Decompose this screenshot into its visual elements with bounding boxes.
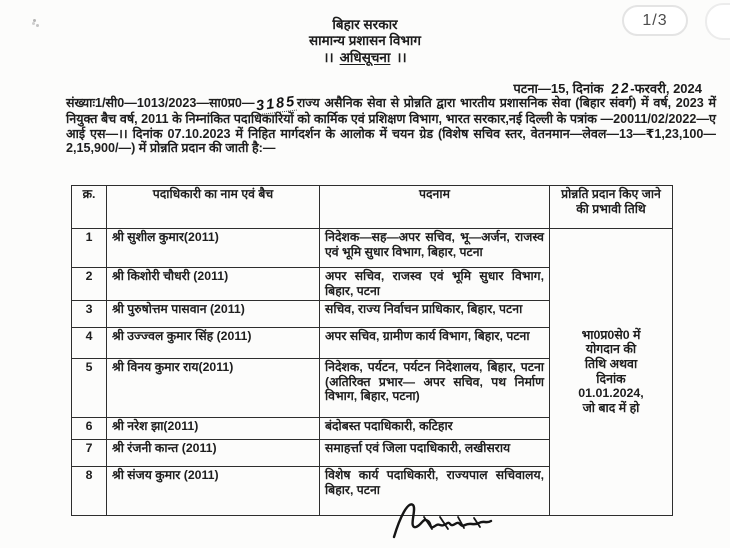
note-line: योगदान की <box>585 342 637 357</box>
notice-open-mark: ।। <box>323 50 334 65</box>
note-line-bold: जो बाद में हो <box>582 400 640 415</box>
row-sno: 7 <box>72 440 107 467</box>
col-header-name: पदाधिकारी का नाम एवं बैच <box>107 186 320 229</box>
note-line: 01.01.2024, <box>578 386 644 401</box>
row-sno: 4 <box>72 328 107 359</box>
body-text: राज्य असैनिक सेवा से प्रोन्नति द्वारा भारतीय प्रशासनिक सेवा (बिहार संवर्ग) में वर्ष, 2023 में नियुक्त बैच वर्ष, 2011 के निम्नांकित पदाधिकारियों को कार्मिक एवं प्रशिक्षण विभाग, भारत सरकार,नई दिल्ली के पत्रांक —20011/02/2022—ए आई एस—।। दिनांक 07.10.2023 में निहित मार्गदर्शन के आलोक में चयन ग्रेड (विशेष सचिव स्तर, वेतनमान—लेवल—13—₹1,23,100—2,15,900/—) में प्रोन्नति प्रदान की जाती है:— <box>66 96 716 156</box>
table-header-row <box>72 186 673 229</box>
designation: सचिव, राज्य निर्वाचन प्राधिकार, बिहार, पटना <box>320 301 550 328</box>
row-sno: 2 <box>72 268 107 301</box>
notice-close-mark: ।। <box>396 50 407 65</box>
handwritten-day: 22 <box>610 79 631 97</box>
place-date-line <box>513 79 702 97</box>
page-indicator-badge: 1/3 <box>622 5 688 36</box>
signature-scribble <box>388 497 498 541</box>
designation: समाहर्त्ता एवं जिला पदाधिकारी, लखीसराय <box>320 440 550 467</box>
designation: विशेष कार्य पदाधिकारी, राज्यपाल सचिवालय, बिहार, पटना <box>320 467 550 516</box>
officer-name: श्री सुशील कुमार(2011) <box>107 229 320 268</box>
officer-name: श्री उज्ज्वल कुमार सिंह (2011) <box>107 328 320 359</box>
officer-name: श्री पुरुषोत्तम पासवान (2011) <box>107 301 320 328</box>
designation: बंदोबस्त पदाधिकारी, कटिहार <box>320 418 550 440</box>
effective-date-note <box>550 229 673 516</box>
row-sno: 1 <box>72 229 107 268</box>
col-header-sno: क्र. <box>72 186 107 229</box>
officer-name: श्री नरेश झा(2011) <box>107 418 320 440</box>
row-sno: 8 <box>72 467 107 516</box>
officer-name: श्री संजय कुमार (2011) <box>107 467 320 516</box>
notice-title: अधिसूचना <box>339 50 391 65</box>
row-sno: 5 <box>72 359 107 418</box>
ref-number: संख्याः1/सी0—1013/2023—सा0प्र0— <box>66 96 255 110</box>
row-sno: 3 <box>72 301 107 328</box>
designation: अपर सचिव, राजस्व एवं भूमि सुधार विभाग, बिहार, पटना <box>320 268 550 301</box>
table-row <box>72 229 673 268</box>
designation: अपर सचिव, ग्रामीण कार्य विभाग, बिहार, पटना <box>320 328 550 359</box>
note-line: दिनांक <box>596 371 626 386</box>
col-header-designation: पदनाम <box>320 186 550 229</box>
place-date-prefix: पटना—15, दिनांक <box>513 81 604 96</box>
officer-name: श्री विनय कुमार राय(2011) <box>107 359 320 418</box>
body-paragraph <box>66 93 716 156</box>
notification-heading <box>0 50 730 66</box>
note-line: भा0प्र0से0 में <box>581 327 641 342</box>
dept-title: सामान्य प्रशासन विभाग <box>308 33 422 48</box>
org-title: बिहार सरकार <box>332 17 398 32</box>
col-header-effective-date: प्रोन्नति प्रदान किए जाने की प्रभावी तिथि <box>550 186 673 229</box>
handwritten-ref-number: 3185 <box>254 93 297 115</box>
officer-name: श्री किशोरी चौधरी (2011) <box>107 268 320 301</box>
row-sno: 6 <box>72 418 107 440</box>
designation: निदेशक, पर्यटन, पर्यटन निदेशालय, बिहार, पटना (अतिरिक्त प्रभार— अपर सचिव, पथ निर्माण विभाग, बिहार, पटना) <box>320 359 550 418</box>
officers-table <box>71 185 673 516</box>
designation: निदेशक—सह—अपर सचिव, भू—अर्जन, राजस्व एवं भूमि सुधार विभाग, बिहार, पटना <box>320 229 550 268</box>
note-line: तिथि अथवा <box>584 357 638 371</box>
officer-name: श्री रंजनी कान्त (2011) <box>107 440 320 467</box>
date-suffix: -फरवरी, 2024 <box>630 81 702 96</box>
document-header <box>0 17 730 66</box>
